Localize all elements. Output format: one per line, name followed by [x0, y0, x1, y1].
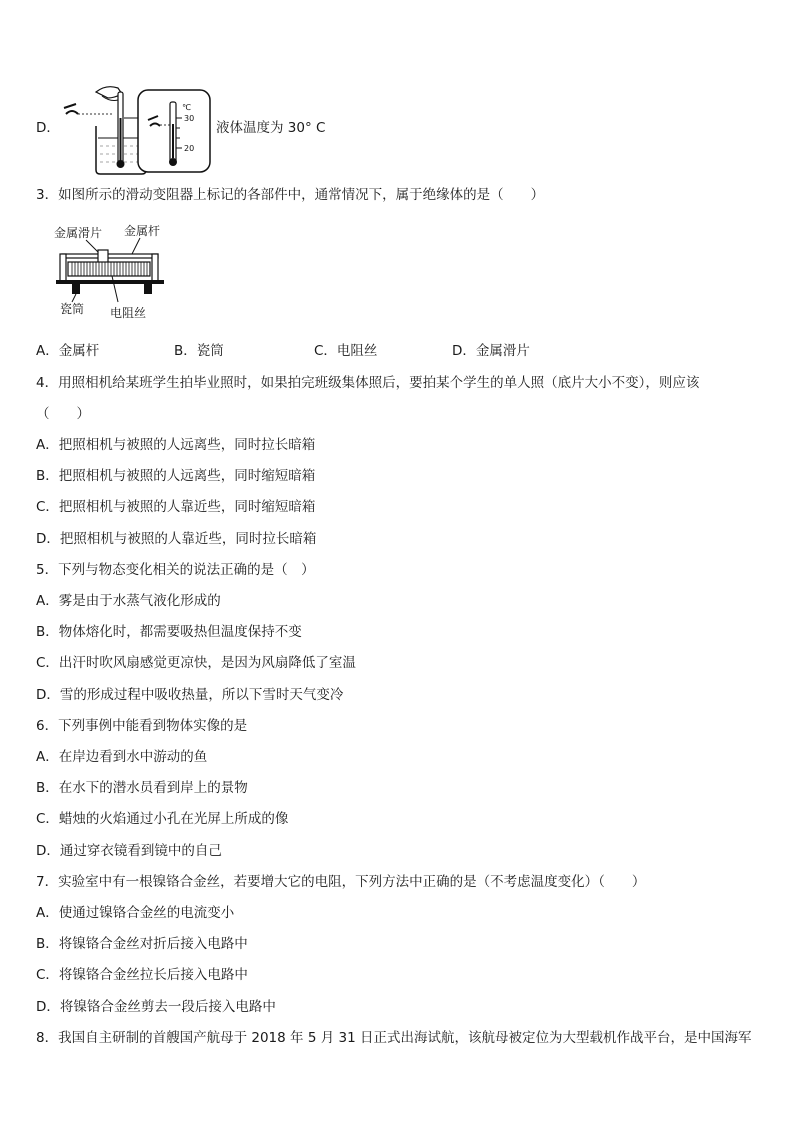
q5-option-c: C．出汗时吹风扇感觉更凉快，是因为风扇降低了室温: [36, 655, 356, 671]
q3-stem: 3．如图所示的滑动变阻器上标记的各部件中，通常情况下，属于绝缘体的是（ ）: [36, 187, 545, 203]
label-metal-rod: 金属杆: [124, 224, 161, 238]
rheostat-figure: [52, 222, 172, 322]
q3-option-c: C．电阻丝: [314, 343, 378, 359]
label-resistance-wire: 电阻丝: [110, 306, 147, 320]
q5-option-a: A．雾是由于水蒸气液化形成的: [36, 593, 221, 609]
q2-option-d-text: 液体温度为 30° C: [216, 120, 326, 136]
q4-stem-line1: 4．用照相机给某班学生拍毕业照时，如果拍完班级集体照后，要拍某个学生的单人照（底片大小不变），则应该: [36, 375, 700, 391]
q3-option-d: D．金属滑片: [452, 343, 530, 359]
q6-option-c: C．蜡烛的火焰通过小孔在光屏上所成的像: [36, 811, 289, 827]
q3-option-a: A．金属杆: [36, 343, 100, 359]
thermometer-scale-lower: 20: [184, 144, 195, 153]
q4-stem-line2: （ ）: [36, 406, 90, 422]
q6-option-d: D．通过穿衣镜看到镜中的自己: [36, 843, 222, 859]
q7-option-b: B．将镍铬合金丝对折后接入电路中: [36, 936, 248, 952]
thermometer-illustration: [62, 78, 214, 176]
q6-stem: 6．下列事例中能看到物体实像的是: [36, 718, 248, 734]
q6-option-a: A．在岸边看到水中游动的鱼: [36, 749, 208, 765]
q2-thermometer-figure: [62, 78, 214, 176]
q6-option-b: B．在水下的潜水员看到岸上的景物: [36, 780, 248, 796]
q2-option-d-label: D．: [36, 120, 60, 136]
q4-option-d: D．把照相机与被照的人靠近些，同时拉长暗箱: [36, 531, 317, 547]
thermometer-unit: ℃: [182, 103, 191, 112]
thermometer-scale-upper: 30: [184, 114, 195, 123]
q5-stem: 5．下列与物态变化相关的说法正确的是（ ）: [36, 562, 315, 578]
q7-stem: 7．实验室中有一根镍铬合金丝，若要增大它的电阻，下列方法中正确的是（不考虑温度变化）（ ）: [36, 874, 646, 890]
q3-option-b: B．瓷筒: [174, 343, 224, 359]
label-porcelain-tube: 瓷筒: [60, 302, 85, 316]
q7-option-a: A．使通过镍铬合金丝的电流变小: [36, 905, 235, 921]
q4-option-b: B．把照相机与被照的人远离些，同时缩短暗箱: [36, 468, 316, 484]
q5-option-b: B．物体熔化时，都需要吸热但温度保持不变: [36, 624, 302, 640]
q4-option-c: C．把照相机与被照的人靠近些，同时缩短暗箱: [36, 499, 316, 515]
label-metal-slider: 金属滑片: [54, 226, 103, 240]
eye-icon: [64, 104, 78, 114]
q7-option-c: C．将镍铬合金丝拉长后接入电路中: [36, 967, 248, 983]
q5-option-d: D．雪的形成过程中吸收热量，所以下雪时天气变冷: [36, 687, 344, 703]
q8-stem: 8．我国自主研制的首艘国产航母于 2018 年 5 月 31 日正式出海试航，该航母被定位为大型载机作战平台，是中国海军: [36, 1030, 752, 1046]
q4-option-a: A．把照相机与被照的人远离些，同时拉长暗箱: [36, 437, 316, 453]
q7-option-d: D．将镍铬合金丝剪去一段后接入电路中: [36, 999, 276, 1015]
